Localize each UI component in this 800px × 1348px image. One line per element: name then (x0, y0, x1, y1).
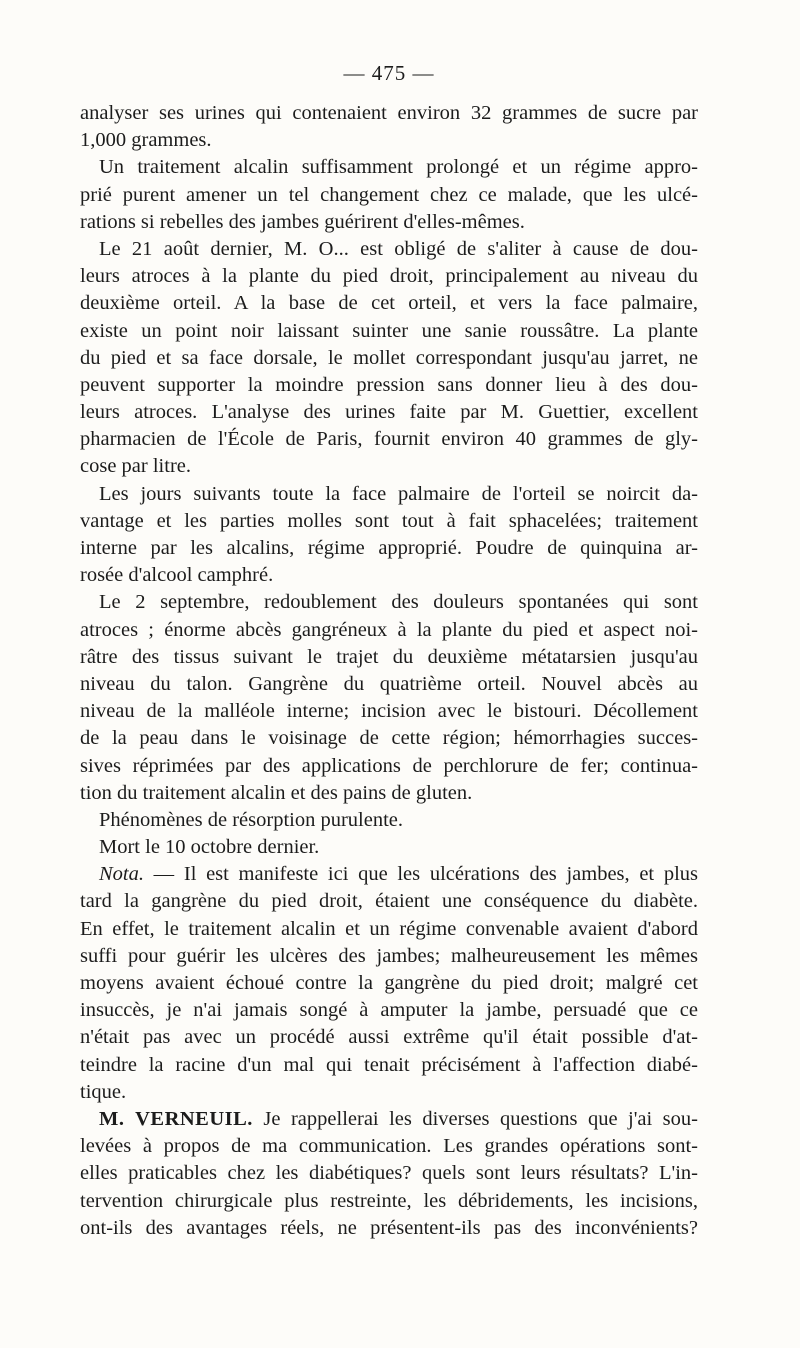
text-line (80, 481, 698, 508)
line-text: ont-ils des avantages réels, ne présentent-ils pas des inconvénients? (80, 1216, 698, 1239)
line-text: deuxième orteil. A la base de cet orteil, et vers la face palmaire, (80, 292, 698, 315)
text-line (80, 807, 698, 834)
text-line (80, 916, 698, 943)
text-line (80, 127, 698, 154)
text-line (80, 426, 698, 453)
text-line (80, 888, 698, 915)
line-text: atroces ; énorme abcès gangréneux à la plante du pied et aspect noi- (80, 618, 698, 641)
text-line (80, 290, 698, 317)
line-text: teindre la racine d'un mal qui tenait précisément à l'affection diabé- (80, 1053, 698, 1076)
text-line (80, 943, 698, 970)
line-text: niveau de la malléole interne; incision avec le bistouri. Décollement (80, 700, 698, 723)
text-line (80, 725, 698, 752)
line-text: n'était pas avec un procédé aussi extrême qu'il était possible d'at- (80, 1026, 698, 1049)
text-line (80, 589, 698, 616)
text-line (80, 1133, 698, 1160)
text-line (80, 345, 698, 372)
line-text: Les jours suivants toute la face palmaire de l'orteil se noircit da- (99, 482, 698, 505)
text-line (80, 1024, 698, 1051)
line-text: leurs atroces. L'analyse des urines faite par M. Guettier, excellent (80, 401, 698, 424)
line-text: rosée d'alcool camphré. (80, 564, 274, 587)
line-text: 1,000 grammes. (80, 129, 212, 152)
text-line (80, 1215, 698, 1242)
text-line (80, 644, 698, 671)
line-text: Mort le 10 octobre dernier. (99, 836, 320, 859)
line-text: prié purent amener un tel changement chez ce malade, que les ulcé- (80, 183, 698, 206)
text-line (80, 535, 698, 562)
line-text: En effet, le traitement alcalin et un régime convenable avaient d'abord (80, 917, 698, 940)
line-text: insuccès, je n'ai jamais songé à amputer la jambe, persuadé que ce (80, 999, 698, 1022)
text-line (80, 1160, 698, 1187)
text-line (80, 182, 698, 209)
text-line (80, 617, 698, 644)
line-text: peuvent supporter la moindre pression sans donner lieu à des dou- (80, 373, 698, 396)
body-text (80, 100, 698, 1242)
text-line (80, 508, 698, 535)
line-text: analyser ses urines qui contenaient environ 32 grammes de sucre par (80, 102, 698, 124)
line-text: Phénomènes de résorption purulente. (99, 808, 404, 831)
line-text: tique. (80, 1080, 127, 1103)
text-line (80, 997, 698, 1024)
page-number: — 475 — (343, 61, 435, 85)
speaker-name: M. VERNEUIL. (99, 1107, 253, 1130)
line-text: rations si rebelles des jambes guérirent d'elles-mêmes. (80, 210, 525, 233)
text-line (80, 780, 698, 807)
line-text: sives réprimées par des applications de perchlorure de fer; continua- (80, 754, 698, 777)
text-line (80, 562, 698, 589)
line-text: suffi pour guérir les ulcères des jambes; malheureusement les mêmes (80, 944, 698, 967)
text-line (80, 1052, 698, 1079)
text-line (80, 671, 698, 698)
text-line (80, 154, 698, 181)
document-page (80, 60, 698, 1242)
text-line (80, 1079, 698, 1106)
line-text: pharmacien de l'École de Paris, fournit environ 40 grammes de gly- (80, 428, 698, 451)
line-text: moyens avaient échoué contre la gangrène du pied droit; malgré cet (80, 972, 698, 994)
text-line (80, 861, 698, 888)
line-text: Le 2 septembre, redoublement des douleurs spontanées qui sont (99, 591, 698, 614)
line-text: elles praticables chez les diabétiques? quels sont leurs résultats? L'in- (80, 1162, 698, 1185)
line-text: du pied et sa face dorsale, le mollet correspondant jusqu'au jarret, ne (80, 346, 698, 369)
text-line (80, 318, 698, 345)
text-line (80, 372, 698, 399)
line-text: existe un point noir laissant suinter une sanie roussâtre. La plante (80, 319, 698, 342)
line-text: leurs atroces à la plante du pied droit, principalement au niveau du (80, 265, 698, 288)
line-text: — Il est manifeste ici que les ulcérations des jambes, et plus (144, 863, 698, 886)
text-line (80, 209, 698, 236)
line-text: cose par litre. (80, 455, 191, 478)
text-line (80, 399, 698, 426)
text-line (80, 263, 698, 290)
line-text: Un traitement alcalin suffisamment prolongé et un régime appro- (99, 156, 698, 179)
line-text: interne par les alcalins, régime approprié. Poudre de quinquina ar- (80, 537, 698, 559)
line-text: tard la gangrène du pied droit, étaient une conséquence du diabète. (80, 890, 698, 913)
line-text: tion du traitement alcalin et des pains de gluten. (80, 781, 473, 804)
line-text: levées à propos de ma communication. Les grandes opérations sont- (80, 1135, 698, 1158)
text-line (80, 100, 698, 127)
text-line (80, 1106, 698, 1133)
text-line (80, 834, 698, 861)
text-line (80, 970, 698, 997)
line-text: vantage et les parties molles sont tout à fait sphacelées; traitement (80, 509, 698, 532)
text-line (80, 753, 698, 780)
text-line (80, 236, 698, 263)
line-text: Le 21 août dernier, M. O... est obligé de s'aliter à cause de dou- (99, 237, 698, 260)
text-line (80, 453, 698, 480)
note-lead: Nota. (99, 863, 144, 886)
text-line (80, 698, 698, 725)
line-text: niveau du talon. Gangrène du quatrième orteil. Nouvel abcès au (80, 672, 698, 695)
line-text: de la peau dans le voisinage de cette région; hémorrhagies succes- (80, 727, 698, 750)
line-text: râtre des tissus suivant le trajet du deuxième métatarsien jusqu'au (80, 645, 698, 668)
text-line (80, 1188, 698, 1215)
line-text: Je rappellerai les diverses questions que j'ai sou- (252, 1107, 698, 1130)
line-text: tervention chirurgicale plus restreinte, les débridements, les incisions, (80, 1189, 698, 1212)
